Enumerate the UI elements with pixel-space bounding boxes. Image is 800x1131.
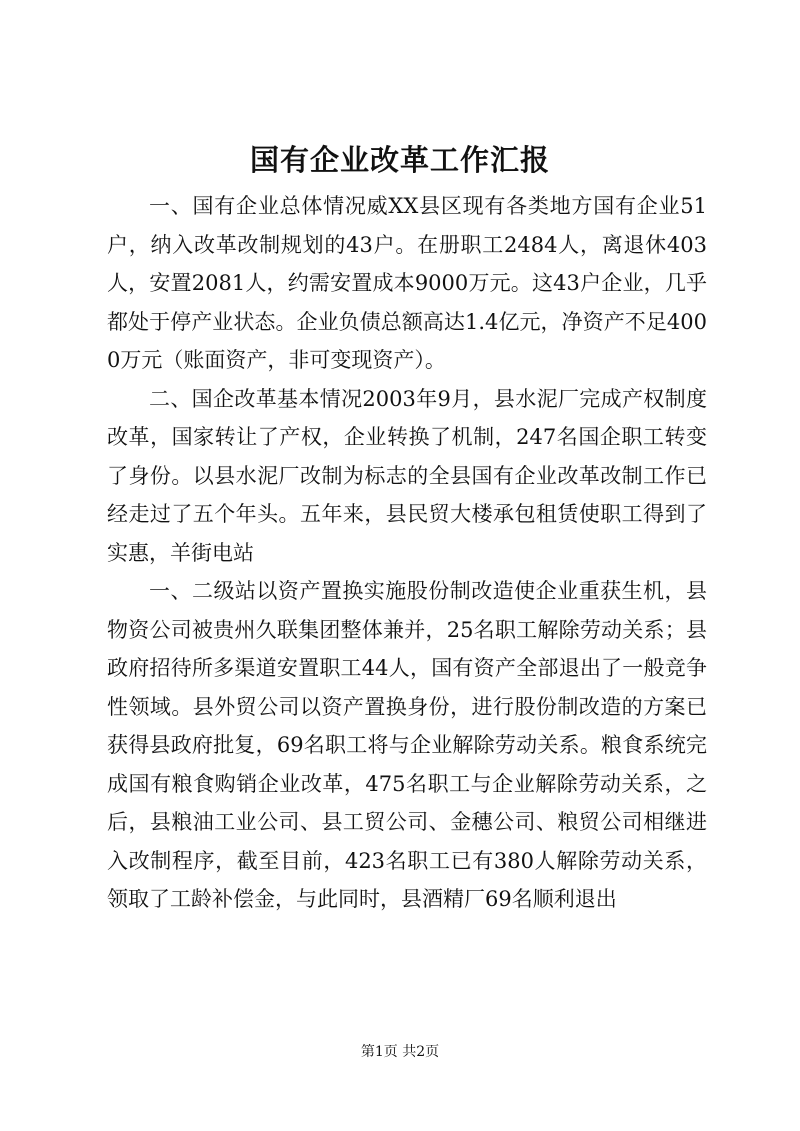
paragraph-reform-details: 一、二级站以资产置换实施股份制改造使企业重获生机，县物资公司被贵州久联集团整体兼并，25名职工解除劳动关系；县政府招待所多渠道安置职工44人，国有资产全部退出了一般竞争性领域。县外贸公司以资产置换身份，进行股份制改造的方案已获得县政府批复，69名职工将与企业解除劳动关系。粮食系统完成国有粮食购销企业改革，475名职工与企业解除劳动关系，之后，县粮油工业公司、县工贸公司、金穗公司、粮贸公司相继进入改制程序，截至目前，423名职工已有380人解除劳动关系，领取了工龄补偿金，与此同时，县酒精厂69名顺利退出 [107,579,707,911]
page-number-footer: 第1页 共2页 [360,1044,440,1060]
document-body [107,187,707,919]
document-title: 国有企业改革工作汇报 [249,143,550,177]
paragraph-overview: 一、国有企业总体情况威XX县区现有各类地方国有企业51户，纳入改革改制规划的43户。在册职工2484人，离退休403人，安置2081人，约需安置成本9000万元。这43户企业，几乎都处于停产业状态。企业负债总额高达1.4亿元，净资产不足4000万元（账面资产，非可变现资产）。 [107,194,707,372]
paragraph-reform-status: 二、国企改革基本情况2003年9月，县水泥厂完成产权制度改革，国家转让了产权，企业转换了机制，247名国企职工转变了身份。以县水泥厂改制为标志的全县国有企业改革改制工作已经走过了五个年头。五年来，县民贸大楼承包租赁使职工得到了实惠，羊街电站 [107,386,707,565]
